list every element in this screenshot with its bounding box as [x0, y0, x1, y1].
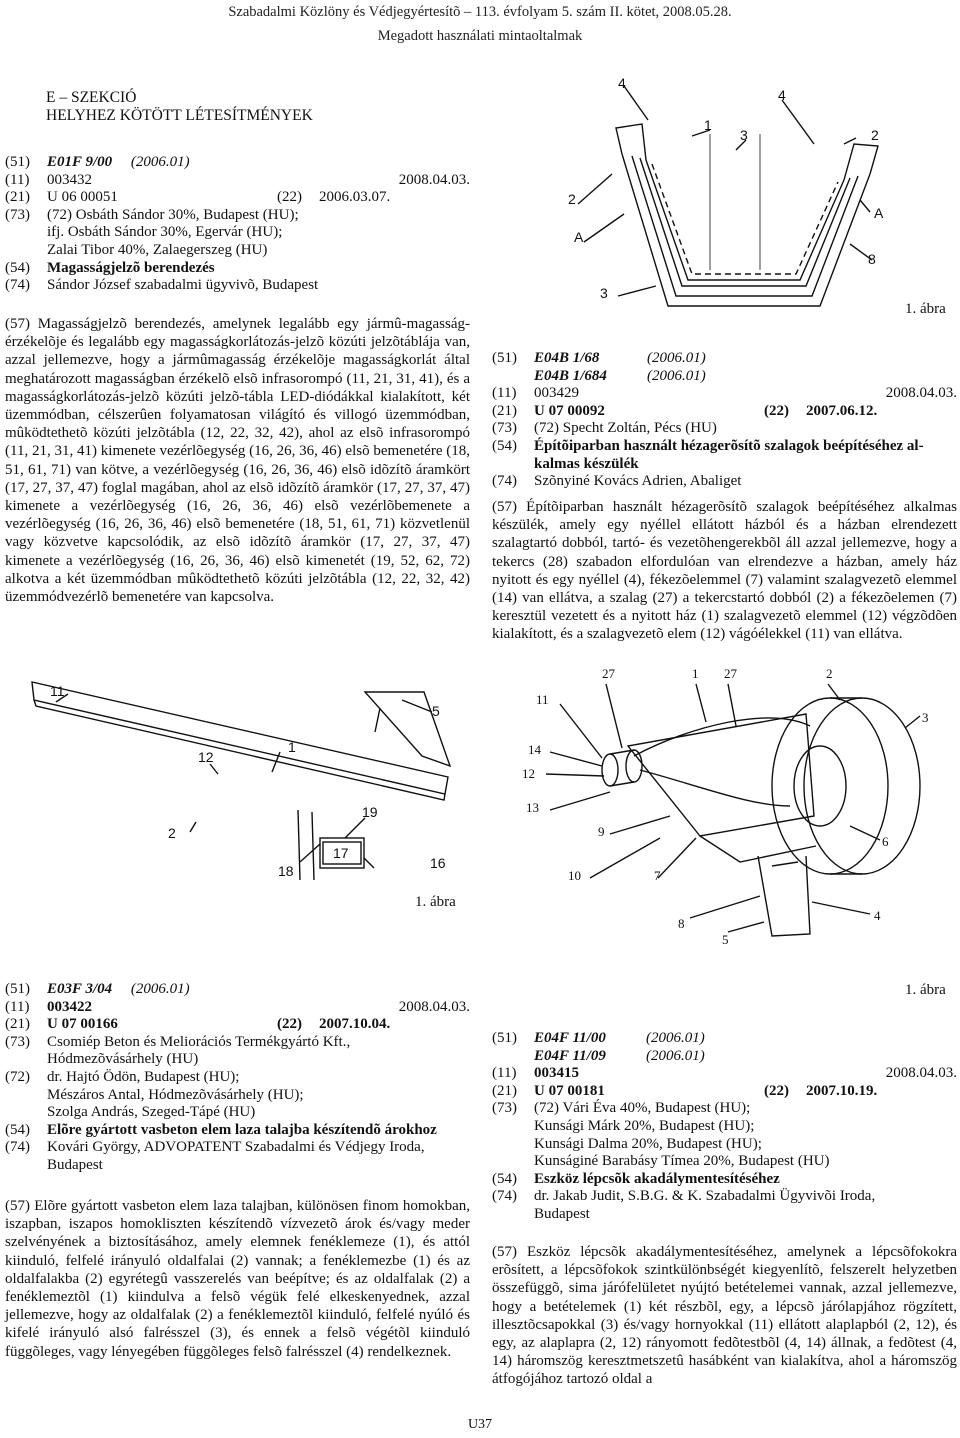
fig-label: 12 [522, 766, 535, 781]
filing-date: 2006.03.07. [319, 189, 391, 206]
fig-label: 10 [568, 868, 581, 883]
code-22: (22) [277, 189, 302, 206]
figure-tape-dispenser [510, 666, 950, 948]
fig-label: 2 [871, 127, 879, 143]
fig-label: 2 [568, 191, 576, 207]
grant-date: 2008.04.03. [398, 998, 470, 1015]
figure-caption: 1. ábra [415, 894, 456, 910]
section-title [46, 89, 313, 125]
fig-label: 19 [362, 804, 378, 820]
application-number: U 06 00051 [47, 189, 118, 206]
fig-label: 8 [868, 251, 876, 267]
code-74: (74) [5, 277, 30, 294]
fig-label: 9 [598, 824, 605, 839]
fig-label: 4 [618, 75, 626, 91]
code-54: (54) [492, 437, 517, 454]
utility-model-title: Magasságjelzõ berendezés [47, 259, 215, 276]
registration-number: 003422 [47, 998, 92, 1015]
registration-number: 003415 [534, 1065, 579, 1082]
fig-label: 4 [874, 908, 881, 923]
section-line2: HELYHEZ KÖTÖTT LÉTESÍTMÉNYEK [46, 107, 313, 124]
code-73: (73) [5, 206, 30, 223]
owner-line: (72) Specht Zoltán, Pécs (HU) [534, 420, 717, 437]
grant-date: 2008.04.03. [398, 171, 470, 188]
code-74: (74) [5, 1139, 30, 1156]
code-11: (11) [492, 1065, 517, 1082]
code-74: (74) [492, 473, 517, 490]
code-51: (51) [492, 350, 517, 366]
ipc-class: E04B 1/684 [534, 367, 607, 384]
ipc-class: E04F 11/09 [534, 1047, 606, 1064]
fig-label: 6 [882, 834, 889, 849]
fig-label: 27 [602, 666, 615, 681]
ipc-date: (2006.01) [130, 154, 190, 170]
page-number: U37 [467, 1417, 493, 1432]
abstract: (57) Építõiparban használt hézagerõsítõ szalagok beépítéséhez alkalmas készülék, amely egy nyéllel ellátott házból és a házban elrendezett szalagtartó dobból, tartó- és vezetõhengerekbõl áll azzal jellemezve, hogy a tekercs (28) szabadon elfordulóan van elrendezve a házban, amely ház nyitott és egy nyéllel (4), fékezõelemmel (7) valamint szalagvezetõ elemmel (14) van ellátva, a szalag (27) a tekercstartó dobból (2) a fékezõelemen (7) keresztül vezetett és a nyitott ház (1) szalagvezetõ elemmel (12) végzõdõen kialakított, és a szalagvezetõ elem (12) vágóélekkel (11) van ellátva. [492, 499, 957, 643]
registration-number: 003429 [534, 385, 579, 402]
code-22: (22) [764, 1082, 789, 1099]
registration-number: 003432 [47, 171, 92, 188]
fig-label: 1 [288, 739, 296, 755]
fig-label: 1 [692, 666, 699, 681]
fig-label: 3 [740, 127, 748, 143]
entry-003432 [5, 154, 470, 295]
fig-label: 2 [168, 825, 176, 841]
grant-date: 2008.04.03. [885, 1065, 957, 1082]
fig-label: 13 [526, 800, 539, 815]
fig-label: 5 [432, 703, 440, 719]
utility-model-title: Elõre gyártott vasbeton elem laza talajba készítendõ árokhoz [47, 1121, 437, 1138]
fig-label: 4 [778, 87, 786, 103]
code-51: (51) [5, 981, 30, 997]
agent: Szõnyiné Kovács Adrien, Abaliget [534, 473, 742, 490]
fig-label: 3 [922, 710, 929, 725]
fig-label: 16 [430, 855, 446, 871]
code-73: (73) [492, 420, 517, 437]
figure-caption: 1. ábra [905, 301, 946, 317]
code-54: (54) [5, 1121, 30, 1138]
application-number: U 07 00092 [534, 402, 605, 419]
owner-line: Zalai Tibor 40%, Zalaegerszeg (HU) [47, 241, 268, 258]
journal-header: Szabadalmi Közlöny és Védjegyértesítõ – 113. évfolyam 5. szám II. kötet, 2008.05.28. [228, 4, 732, 20]
ipc-class: E04F 11/00 [534, 1030, 606, 1046]
abstract: (57) Elõre gyártott vasbeton elem laza talajban, különösen finom homokban, iszapban, iszapos homokliszten készítendõ vízvezetõ árok és/vagy meder szelvényének a biztosításához, amely elemnek fenéklemeze (1), és attól kiinduló, felfelé irányuló oldalfalai (2) vannak; a fenéklemezbe (1) és az oldalfalakba (2) egyrétegû vasszerelés van beépítve; és az oldalfalak (2) a fenéklemeztõl (1) kiindulva a felsõ végük felé elkeskenyednek, azzal jellemezve, hogy az oldalfalak (2) a fenéklemeztõl kiinduló, felfelé nyúló és kifelé irányuló alsó falrésszel (3), és ennek a felsõ végétõl kiinduló függõleges, vagy lényegében függõleges felsõ falrésszel (4) rendelkeznek. [5, 1198, 470, 1360]
inventor-line: Mészáros Antal, Hódmezõvásárhely (HU); [47, 1086, 304, 1103]
owner-line: ifj. Osbáth Sándor 30%, Egervár (HU); [47, 224, 283, 241]
owner-line: (72) Vári Éva 40%, Budapest (HU); [534, 1100, 751, 1117]
code-11: (11) [5, 171, 30, 188]
fig-label: A [874, 205, 884, 221]
application-number: U 07 00181 [534, 1082, 605, 1099]
owner-line: Kunsági Márk 20%, Budapest (HU); [534, 1117, 755, 1134]
ipc-date: (2006.01) [647, 367, 706, 384]
code-21: (21) [492, 402, 517, 419]
section-line1: E – SZEKCIÓ [46, 89, 137, 106]
fig-label: A [574, 229, 584, 245]
abstract: (57) Eszköz lépcsõk akadálymentesítéséhez, amelynek a lépcsõfokokra erõsített, a lépcsõfokok szintkülönbségét kiegyenlítõ, felszerelt helyzetben összefüggõ, sima járófelületet nyújtó betételemei vannak, azzal jellemezve, hogy a betételemek (1) két részbõl, egy, a lépcsõ járólapjához rögzített, illesztõcsapokkal (3) és/vagy hornyokkal (11) ellátott alaplapból (2, 12), és egy, az alaplapra (2, 12) rányomott fedõtestbõl (4, 14) állnak, a fedõtest (4, 14) háromszög keresztmetszetû hasábként van kialakítva, ahol a háromszög átfogójához tartozó oldal a [492, 1244, 957, 1388]
fig-label: 18 [278, 863, 294, 879]
utility-model-title: Építõiparban használt hézagerõsítõ szalagok beépítéséhez al- [534, 437, 924, 454]
owner-line: Kunsági Dalma 20%, Budapest (HU); [534, 1135, 762, 1152]
agent: Sándor József szabadalmi ügyvivõ, Budapest [47, 277, 319, 294]
filing-date: 2007.10.04. [319, 1016, 391, 1033]
fig-label: 5 [722, 932, 729, 947]
fig-label: 7 [654, 868, 661, 883]
figure-caption: 1. ábra [905, 982, 946, 998]
fig-label: 8 [678, 916, 685, 931]
code-22: (22) [277, 1016, 302, 1033]
ipc-date: (2006.01) [646, 1030, 705, 1046]
owner-line: (72) Osbáth Sándor 30%, Budapest (HU); [47, 206, 299, 223]
filing-date: 2007.10.19. [806, 1082, 878, 1099]
fig-label: 27 [724, 666, 737, 681]
code-51: (51) [492, 1030, 517, 1046]
ipc-date: (2006.01) [646, 1047, 705, 1064]
figure-height-indicator [20, 672, 470, 882]
fig-label: 12 [198, 749, 214, 765]
agent: Budapest [534, 1205, 590, 1222]
code-22: (22) [764, 402, 789, 419]
agent: dr. Jakab Judit, S.B.G. & K. Szabadalmi Ügyvivõi Iroda, [534, 1188, 876, 1205]
agent: Budapest [47, 1156, 103, 1173]
code-21: (21) [5, 189, 30, 206]
abstract: (57) Magasságjelzõ berendezés, amelynek legalább egy jármû-magasság-érzékelõje és legalább egy magasságkorlátozás-jelzõ közúti jelzõtáblája van, azzal jellemezve, hogy a jármûmagasság érzékelõje magasságkorlát által meghatározott magasságban érzékelõ elsõ infrasorompó (11, 21, 31, 41), és a magasságkorlátozás-jelzõ közúti jelzõ-tábla LED-diódákkal kialakított, két üzemmódban, célszerûen folyamatosan világító és villogó üzemmódban, mûködtethetõ közúti jelzõtábla (12, 22, 32, 42), ahol az elsõ infrasorompó (11, 21, 31, 41) kimenete vezérlõegység (16, 26, 36, 46) elsõ bemenetére (18, 51, 61, 71) van kötve, a vezérlõegység (16, 26, 36, 46) elsõ idõzítõ áramkört (17, 27, 37, 47) foglal magában, ahol az elsõ idõzítõ áramkör (17, 27, 37, 47) kimenete a vezérlõegység (16, 26, 36, 46) elsõ vezérlõbemenete a vezérlõegység (16, 26, 36, 46) elsõ bemenetére (18, 51, 61, 71) közvetlenül vagy közvetve kapcsolódik, az elsõ idõzítõ áramkör (17, 27, 37, 47) kimenete a vezérlõegység (16, 26, 36, 46) elsõ kimenetét (19, 52, 62, 72) alkotva a két üzemmódban mûködtethetõ közúti jelzõtábla (12, 22, 32, 42) üzemmódvezérlõ bemenetére van kapcsolva. [5, 316, 470, 606]
owner-line: Hódmezõvásárhely (HU) [47, 1051, 199, 1068]
ipc-class: E01F 9/00 [47, 154, 113, 170]
application-number: U 07 00166 [47, 1016, 118, 1033]
code-11: (11) [492, 385, 517, 402]
code-72: (72) [5, 1068, 30, 1085]
code-73: (73) [492, 1100, 517, 1117]
inventor-line: dr. Hajtó Ödön, Budapest (HU); [47, 1068, 240, 1085]
agent: Kovári György, ADVOPATENT Szabadalmi és Védjegy Iroda, [47, 1139, 425, 1156]
ipc-date: (2006.01) [647, 350, 706, 366]
ipc-date: (2006.01) [130, 981, 190, 997]
code-73: (73) [5, 1033, 30, 1050]
code-54: (54) [492, 1170, 517, 1187]
section-subheader: Megadott használati mintaoltalmak [377, 28, 583, 44]
figure-tape-channel [560, 74, 905, 324]
code-21: (21) [492, 1082, 517, 1099]
fig-label: 2 [826, 666, 833, 681]
fig-label: 3 [600, 285, 608, 301]
code-54: (54) [5, 259, 30, 276]
entry-003422 [5, 981, 470, 1175]
entry-003415 [492, 1030, 957, 1224]
fig-label: 11 [536, 692, 549, 707]
fig-label: 14 [528, 742, 541, 757]
inventor-line: Szolga András, Szeged-Tápé (HU) [47, 1104, 256, 1121]
grant-date: 2008.04.03. [885, 385, 957, 402]
ipc-class: E04B 1/68 [534, 350, 600, 366]
filing-date: 2007.06.12. [806, 402, 878, 419]
utility-model-title: Eszköz lépcsõk akadálymentesítéséhez [534, 1170, 780, 1187]
code-74: (74) [492, 1188, 517, 1205]
owner-line: Csomiép Beton és Meliorációs Termékgyártó Kft., [47, 1033, 351, 1050]
owner-line: Kunságiné Barabásy Tímea 20%, Budapest (HU) [534, 1153, 830, 1170]
code-11: (11) [5, 998, 30, 1015]
ipc-class: E03F 3/04 [47, 981, 113, 997]
entry-003429 [492, 350, 957, 491]
code-21: (21) [5, 1016, 30, 1033]
code-51: (51) [5, 154, 30, 170]
fig-label: 17 [333, 845, 349, 861]
fig-label: 11 [50, 683, 65, 699]
fig-label: 1 [704, 117, 712, 133]
utility-model-title: kalmas készülék [534, 455, 639, 472]
